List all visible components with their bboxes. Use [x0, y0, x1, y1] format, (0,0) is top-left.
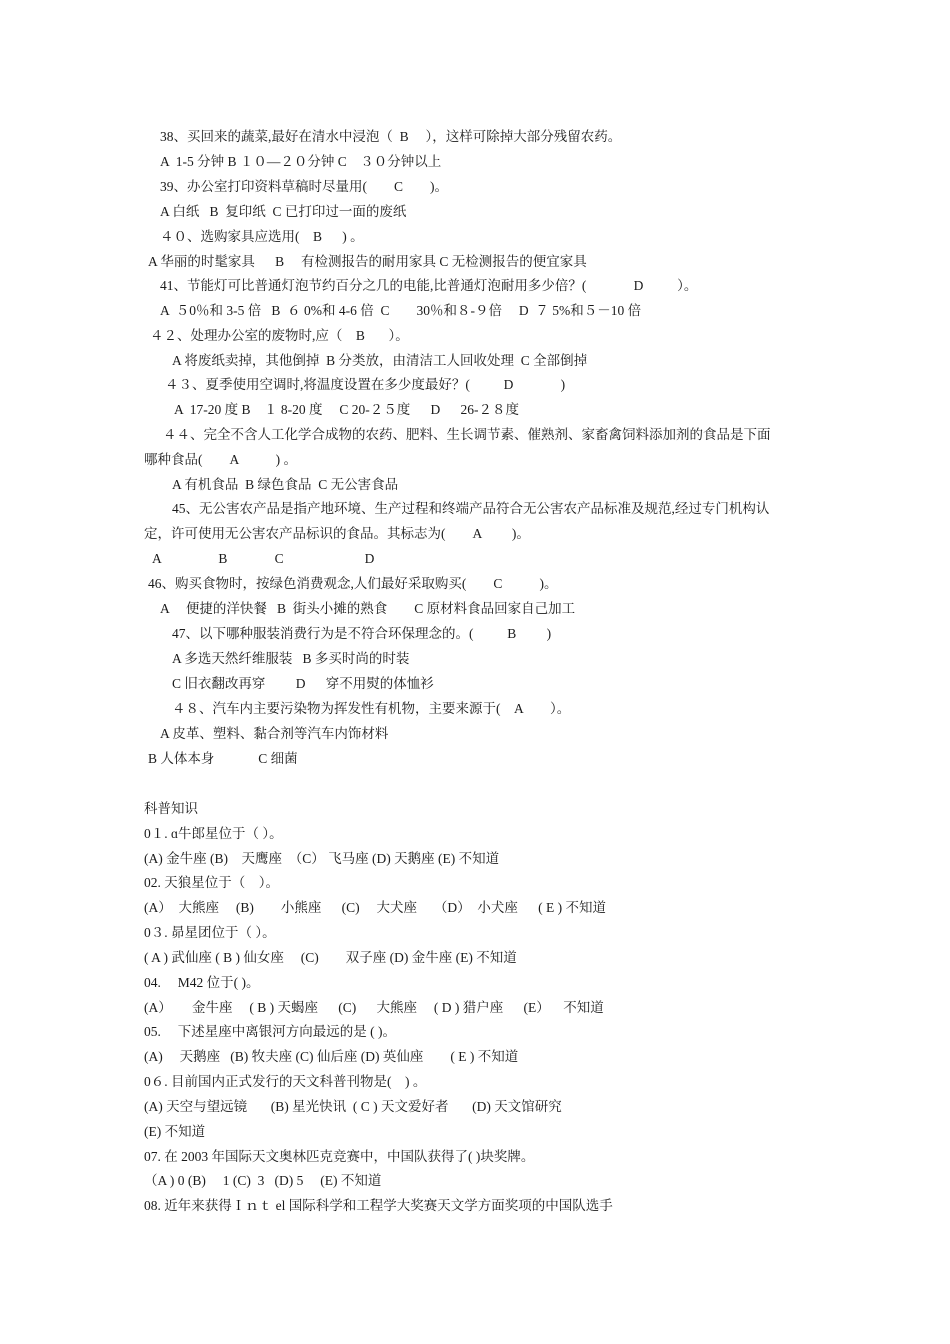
- question-41: 41、节能灯可比普通灯泡节约百分之几的电能,比普通灯泡耐用多少倍？( D ）。: [160, 278, 698, 293]
- question-45-options: A B C D: [152, 551, 375, 566]
- question-48: ４８、汽车内主要污染物为挥发性有机物，主要来源于( A ）。: [172, 701, 571, 716]
- science-question-06-options-2: (E) 不知道: [144, 1124, 206, 1139]
- section-heading: 科普知识: [144, 801, 198, 816]
- science-question-01: 0１. ɑ牛郎星位于（ ）。: [144, 826, 283, 841]
- question-44-line1: ４４、完全不含人工化学合成物的农药、肥料、生长调节素、催熟剂、家畜禽饲料添加剂的食品是下面: [163, 427, 771, 442]
- science-question-04-options: (A） 金牛座 ( B ) 天蝎座 (C) 大熊座 ( D ) 猎户座 (E） 不知道: [144, 1000, 604, 1015]
- question-40-options: A 华丽的时髦家具 B 有检测报告的耐用家具 C 无检测报告的便宜家具: [148, 254, 587, 269]
- question-43: ４３、夏季使用空调时,将温度设置在多少度最好？( D ): [165, 377, 566, 392]
- science-question-03: 0３. 昴星团位于（ ）。: [144, 925, 276, 940]
- question-43-options: A 17-20 度 B １ 8-20 度 C 20-２５度 D 26-２８度: [174, 402, 519, 417]
- science-question-01-options: (A) 金牛座 (B) 天鹰座 （C） 飞马座 (D) 天鹅座 (E) 不知道: [144, 851, 500, 866]
- question-44-options: A 有机食品 B 绿色食品 C 无公害食品: [172, 477, 399, 492]
- question-47-options-1: A 多选天然纤维服装 B 多买时尚的时装: [172, 651, 410, 666]
- question-48-options-2: B 人体本身 C 细菌: [148, 751, 298, 766]
- science-question-06-options: (A) 天空与望远镜 (B) 星光快讯 ( C ) 天文爱好者 (D) 天文馆研究: [144, 1099, 562, 1114]
- question-47-options-2: C 旧衣翻改再穿 D 穿不用熨的体恤衫: [172, 676, 434, 691]
- question-41-options: A ５0％和 3-5 倍 B ６ 0%和 4-6 倍 C 30％和８-９倍 D ７ 5%和５－10 倍: [160, 303, 642, 318]
- question-46: 46、购买食物时，按绿色消费观念,人们最好采取购买( C )。: [148, 576, 558, 591]
- question-38: 38、买回来的蔬菜,最好在清水中浸泡（ B ），这样可除掉大部分残留农药。: [160, 129, 622, 144]
- science-question-02: 02. 天狼星位于（ ）。: [144, 875, 279, 890]
- question-45-line1: 45、无公害农产品是指产地环境、生产过程和终端产品符合无公害农产品标准及规范,经过专门机构认: [172, 501, 770, 516]
- science-question-05-options: (A) 天鹅座 (B) 牧夫座 (C) 仙后座 (D) 英仙座 ( E ) 不知道: [144, 1049, 519, 1064]
- science-question-03-options: ( A ) 武仙座 ( B ) 仙女座 (C) 双子座 (D) 金牛座 (E) 不知道: [144, 950, 517, 965]
- science-question-07-options: （A ) 0 (B) 1 (C) 3 (D) 5 (E) 不知道: [144, 1173, 382, 1188]
- science-question-06: 0６. 目前国内正式发行的天文科普刊物是( ) 。: [144, 1074, 427, 1089]
- question-45-line2: 定，许可使用无公害农产品标识的食品。其标志为( A )。: [144, 526, 530, 541]
- science-question-05: 05. 下述星座中离银河方向最远的是 ( )。: [144, 1024, 396, 1039]
- question-42: ４２、处理办公室的废物时,应（ B ）。: [150, 328, 409, 343]
- question-38-options: A 1-5 分钟 B １０—２０分钟 C ３０分钟以上: [160, 154, 442, 169]
- question-48-options-1: A 皮革、塑料、黏合剂等汽车内饰材料: [160, 726, 389, 741]
- question-42-options: A 将废纸卖掉，其他倒掉 B 分类放，由清洁工人回收处理 C 全部倒掉: [172, 353, 588, 368]
- question-39: 39、办公室打印资料草稿时尽量用( C )。: [160, 179, 448, 194]
- question-39-options: A 白纸 B 复印纸 C 已打印过一面的废纸: [160, 204, 407, 219]
- science-question-04: 04. M42 位于( )。: [144, 975, 260, 990]
- question-46-options: A 便捷的洋快餐 B 街头小摊的熟食 C 原材料食品回家自己加工: [160, 601, 576, 616]
- question-44-line2: 哪种食品( A ) 。: [144, 452, 297, 467]
- science-question-08: 08. 近年来获得Ｉｎｔ el 国际科学和工程学大奖赛天文学方面奖项的中国队选手: [144, 1198, 613, 1213]
- science-question-07: 07. 在 2003 年国际天文奥林匹克竞赛中，中国队获得了( )块奖牌。: [144, 1149, 535, 1164]
- question-40: ４０、选购家具应选用( B ) 。: [160, 229, 364, 244]
- question-47: 47、以下哪种服装消费行为是不符合环保理念的。( B ): [172, 626, 552, 641]
- science-question-02-options: (A） 大熊座 (B) 小熊座 (C) 大犬座 （D） 小犬座 ( E ) 不知道: [144, 900, 606, 915]
